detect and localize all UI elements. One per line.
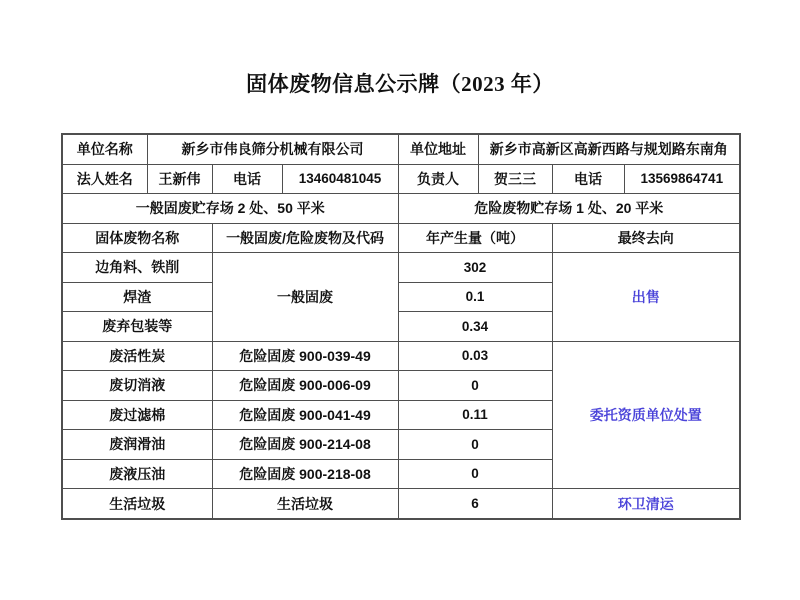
waste-type-cell: 危险固废 900-218-08 xyxy=(212,459,398,489)
waste-destination-cell: 环卫清运 xyxy=(552,489,740,519)
table-row xyxy=(62,194,740,224)
waste-name-cell: 废润滑油 xyxy=(62,430,212,460)
waste-type-cell: 危险固废 900-041-49 xyxy=(212,400,398,430)
unit-name-value: 新乡市伟良筛分机械有限公司 xyxy=(147,134,398,164)
waste-amount-cell: 0 xyxy=(398,459,552,489)
waste-amount-cell: 0 xyxy=(398,430,552,460)
legal-phone-label: 电话 xyxy=(212,164,282,194)
waste-amount-cell: 0 xyxy=(398,371,552,401)
waste-type-cell: 生活垃圾 xyxy=(212,489,398,519)
waste-name-cell: 废过滤棉 xyxy=(62,400,212,430)
waste-amount-cell: 0.34 xyxy=(398,312,552,342)
waste-destination-cell: 委托资质单位处置 xyxy=(552,341,740,489)
header-type-code: 一般固废/危险废物及代码 xyxy=(212,223,398,253)
waste-name-cell: 边角料、铁削 xyxy=(62,253,212,283)
waste-info-table xyxy=(61,133,741,520)
manager-value: 贺三三 xyxy=(478,164,552,194)
waste-name-cell: 废弃包装等 xyxy=(62,312,212,342)
waste-name-cell: 废液压油 xyxy=(62,459,212,489)
general-storage-cell: 一般固废贮存场 2 处、50 平米 xyxy=(62,194,398,224)
legal-person-value: 王新伟 xyxy=(147,164,212,194)
waste-amount-cell: 302 xyxy=(398,253,552,283)
unit-address-label: 单位地址 xyxy=(398,134,478,164)
unit-name-label: 单位名称 xyxy=(62,134,147,164)
waste-name-cell: 废切消液 xyxy=(62,371,212,401)
manager-phone-value: 13569864741 xyxy=(624,164,740,194)
table-row xyxy=(62,134,740,164)
waste-type-cell: 危险固废 900-039-49 xyxy=(212,341,398,371)
manager-label: 负责人 xyxy=(398,164,478,194)
hazardous-storage-cell: 危险废物贮存场 1 处、20 平米 xyxy=(398,194,740,224)
waste-type-cell: 一般固废 xyxy=(212,253,398,342)
waste-amount-cell: 6 xyxy=(398,489,552,519)
legal-phone-value: 13460481045 xyxy=(282,164,398,194)
waste-name-cell: 废活性炭 xyxy=(62,341,212,371)
header-annual-output: 年产生量（吨） xyxy=(398,223,552,253)
header-destination: 最终去向 xyxy=(552,223,740,253)
waste-amount-cell: 0.03 xyxy=(398,341,552,371)
waste-amount-cell: 0.1 xyxy=(398,282,552,312)
page-title: 固体废物信息公示牌（2023 年） xyxy=(246,72,554,96)
table-row xyxy=(62,164,740,194)
table-row xyxy=(62,223,740,253)
header-waste-name: 固体废物名称 xyxy=(62,223,212,253)
waste-amount-cell: 0.11 xyxy=(398,400,552,430)
table-row xyxy=(62,489,740,519)
waste-name-cell: 焊渣 xyxy=(62,282,212,312)
unit-address-value: 新乡市高新区高新西路与规划路东南角 xyxy=(478,134,740,164)
table-row xyxy=(62,253,740,283)
waste-type-cell: 危险固废 900-214-08 xyxy=(212,430,398,460)
waste-destination-cell: 出售 xyxy=(552,253,740,342)
table-row xyxy=(62,341,740,371)
waste-type-cell: 危险固废 900-006-09 xyxy=(212,371,398,401)
manager-phone-label: 电话 xyxy=(552,164,624,194)
waste-name-cell: 生活垃圾 xyxy=(62,489,212,519)
legal-person-label: 法人姓名 xyxy=(62,164,147,194)
